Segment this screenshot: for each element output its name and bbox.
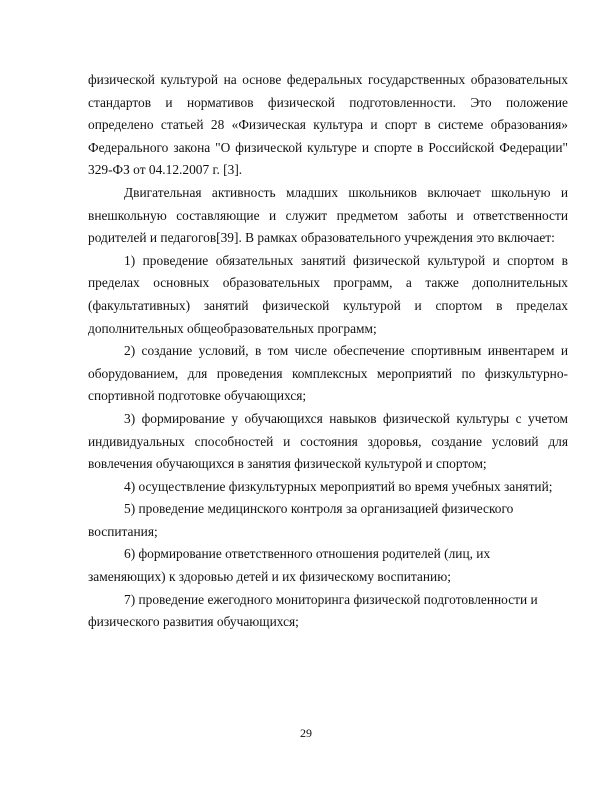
paragraph-motor-activity: Двигательная активность младших школьников включает школьную и внешкольную составляющие и служит предметом заботы и ответственности родителей и педагогов[39]. В рамках образовательного учреждения это включает: <box>88 184 568 246</box>
page-number: 29 <box>300 726 312 740</box>
list-item-3: 3) формирование у обучающихся навыков физической культуры с учетом индивидуальных способностей и состояния здоровья, создание условий для вовлечения обучающихся в занятия физической культурой и спортом; <box>88 410 568 472</box>
list-item-5: 5) проведение медицинского контроля за организацией физического воспитания; <box>88 501 514 539</box>
paragraph-continuation: физической культурой на основе федеральных государственных образовательных стандартов и нормативов физической подготовленности. Это положение определено статьей 28 «Физическая культура и спорт в системе образования» Федерального закона "О физической культуре и спорте в Российской Федерации" 329-ФЗ от 04.12.2007 г. [3]. <box>88 72 568 178</box>
list-item-6: 6) формирование ответственного отношения родителей (лиц, их заменяющих) к здоровью детей и их физическому воспитанию; <box>88 546 491 585</box>
list-item-2: 2) создание условий, в том числе обеспечение спортивным инвентарем и оборудованием, для проведения комплексных мероприятий по физкультурно-спортивной подготовке обучающихся; <box>88 343 568 404</box>
list-item-4: 4) осуществление физкультурных мероприятий во время учебных занятий; <box>124 478 553 494</box>
page-body <box>88 69 568 634</box>
list-item-7: 7) проведение ежегодного мониторинга физической подготовленности и физического развития обучающихся; <box>88 591 538 630</box>
list-item-1: 1) проведение обязательных занятий физической культурой и спортом в пределах основных образовательных программ, а также дополнительных (факультативных) занятий физической культурой и спортом в пределах дополнительных общеобразовательных программ; <box>88 252 568 336</box>
